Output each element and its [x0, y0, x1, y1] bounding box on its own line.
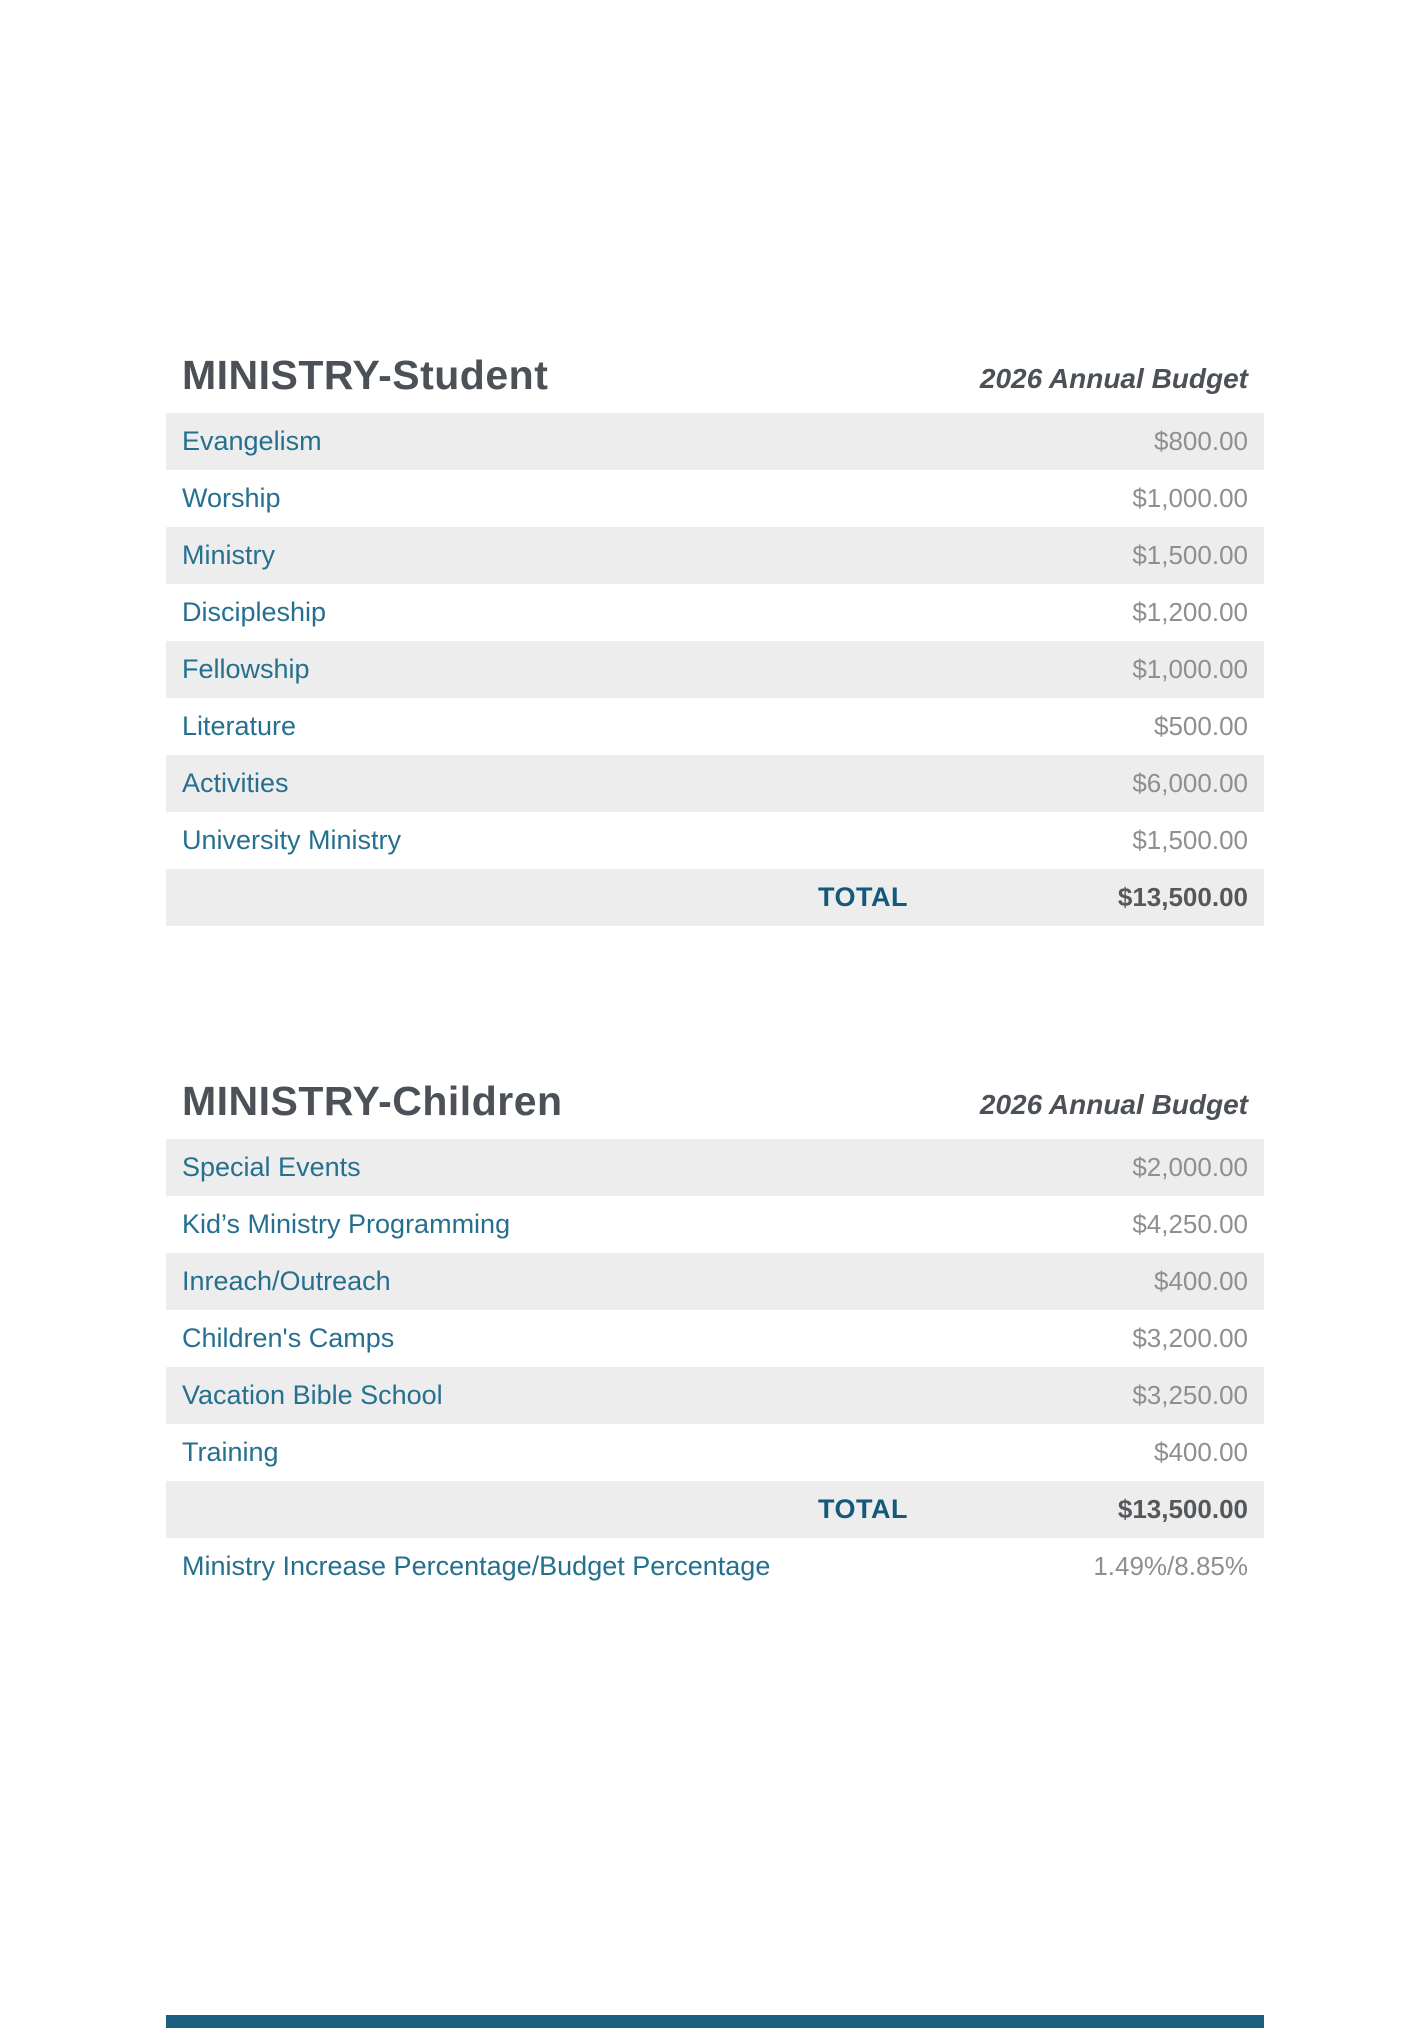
row-amount: $1,000.00: [1132, 483, 1248, 513]
row-label: Vacation Bible School: [182, 1380, 443, 1410]
budget-row: [166, 470, 1264, 527]
budget-row: [166, 641, 1264, 698]
section-ministry-student: [166, 352, 1264, 926]
section-ministry-children: [166, 1078, 1264, 1595]
budget-rows: [166, 413, 1264, 926]
row-label: Training: [182, 1437, 279, 1467]
row-label: Discipleship: [182, 597, 327, 627]
section-title: MINISTRY-Student: [182, 352, 549, 398]
row-label: Literature: [182, 711, 297, 741]
row-amount: $400.00: [1154, 1437, 1248, 1467]
budget-row: [166, 1367, 1264, 1424]
row-label: Kid’s Ministry Programming: [182, 1209, 511, 1239]
total-label: TOTAL: [818, 1494, 908, 1524]
budget-row: [166, 527, 1264, 584]
row-amount: $2,000.00: [1132, 1152, 1248, 1182]
row-amount: $1,500.00: [1132, 540, 1248, 570]
row-label: Worship: [182, 483, 281, 513]
row-label: Special Events: [182, 1152, 361, 1182]
row-label: Ministry: [182, 540, 275, 570]
budget-row: [166, 755, 1264, 812]
footnote-value: 1.49%/8.85%: [1093, 1551, 1248, 1581]
row-amount: $400.00: [1154, 1266, 1248, 1296]
footnote-label: Ministry Increase Percentage/Budget Percentage: [182, 1551, 771, 1581]
row-label: Fellowship: [182, 654, 310, 684]
budget-row: [166, 1196, 1264, 1253]
footnote-row: [166, 1538, 1264, 1595]
budget-row: [166, 698, 1264, 755]
row-amount: $1,200.00: [1132, 597, 1248, 627]
total-label: TOTAL: [818, 882, 908, 912]
row-amount: $3,200.00: [1132, 1323, 1248, 1353]
total-row: [166, 869, 1264, 926]
budget-row: [166, 584, 1264, 641]
budget-row: [166, 1139, 1264, 1196]
row-label: Evangelism: [182, 426, 322, 456]
row-label: Activities: [182, 768, 289, 798]
budget-rows: [166, 1139, 1264, 1538]
budget-row: [166, 1253, 1264, 1310]
row-label: Children's Camps: [182, 1323, 395, 1353]
row-amount: $4,250.00: [1132, 1209, 1248, 1239]
row-label: University Ministry: [182, 825, 402, 855]
section-title: MINISTRY-Children: [182, 1078, 563, 1124]
budget-column-header: 2026 Annual Budget: [979, 1089, 1248, 1120]
budget-row: [166, 812, 1264, 869]
budget-row: [166, 1310, 1264, 1367]
total-row: [166, 1481, 1264, 1538]
row-amount: $3,250.00: [1132, 1380, 1248, 1410]
row-amount: $800.00: [1154, 426, 1248, 456]
row-label: Inreach/Outreach: [182, 1266, 391, 1296]
row-amount: $1,000.00: [1132, 654, 1248, 684]
budget-column-header: 2026 Annual Budget: [979, 363, 1248, 394]
total-amount: $13,500.00: [1117, 1494, 1248, 1524]
section-header: [166, 1078, 1264, 1139]
document-content: [166, 352, 1264, 1595]
budget-row: [166, 1424, 1264, 1481]
row-amount: $6,000.00: [1132, 768, 1248, 798]
row-amount: $500.00: [1154, 711, 1248, 741]
total-amount: $13,500.00: [1117, 882, 1248, 912]
page-footer-accent-bar: [166, 2015, 1264, 2028]
row-amount: $1,500.00: [1132, 825, 1248, 855]
section-header: [166, 352, 1264, 413]
budget-row: [166, 413, 1264, 470]
